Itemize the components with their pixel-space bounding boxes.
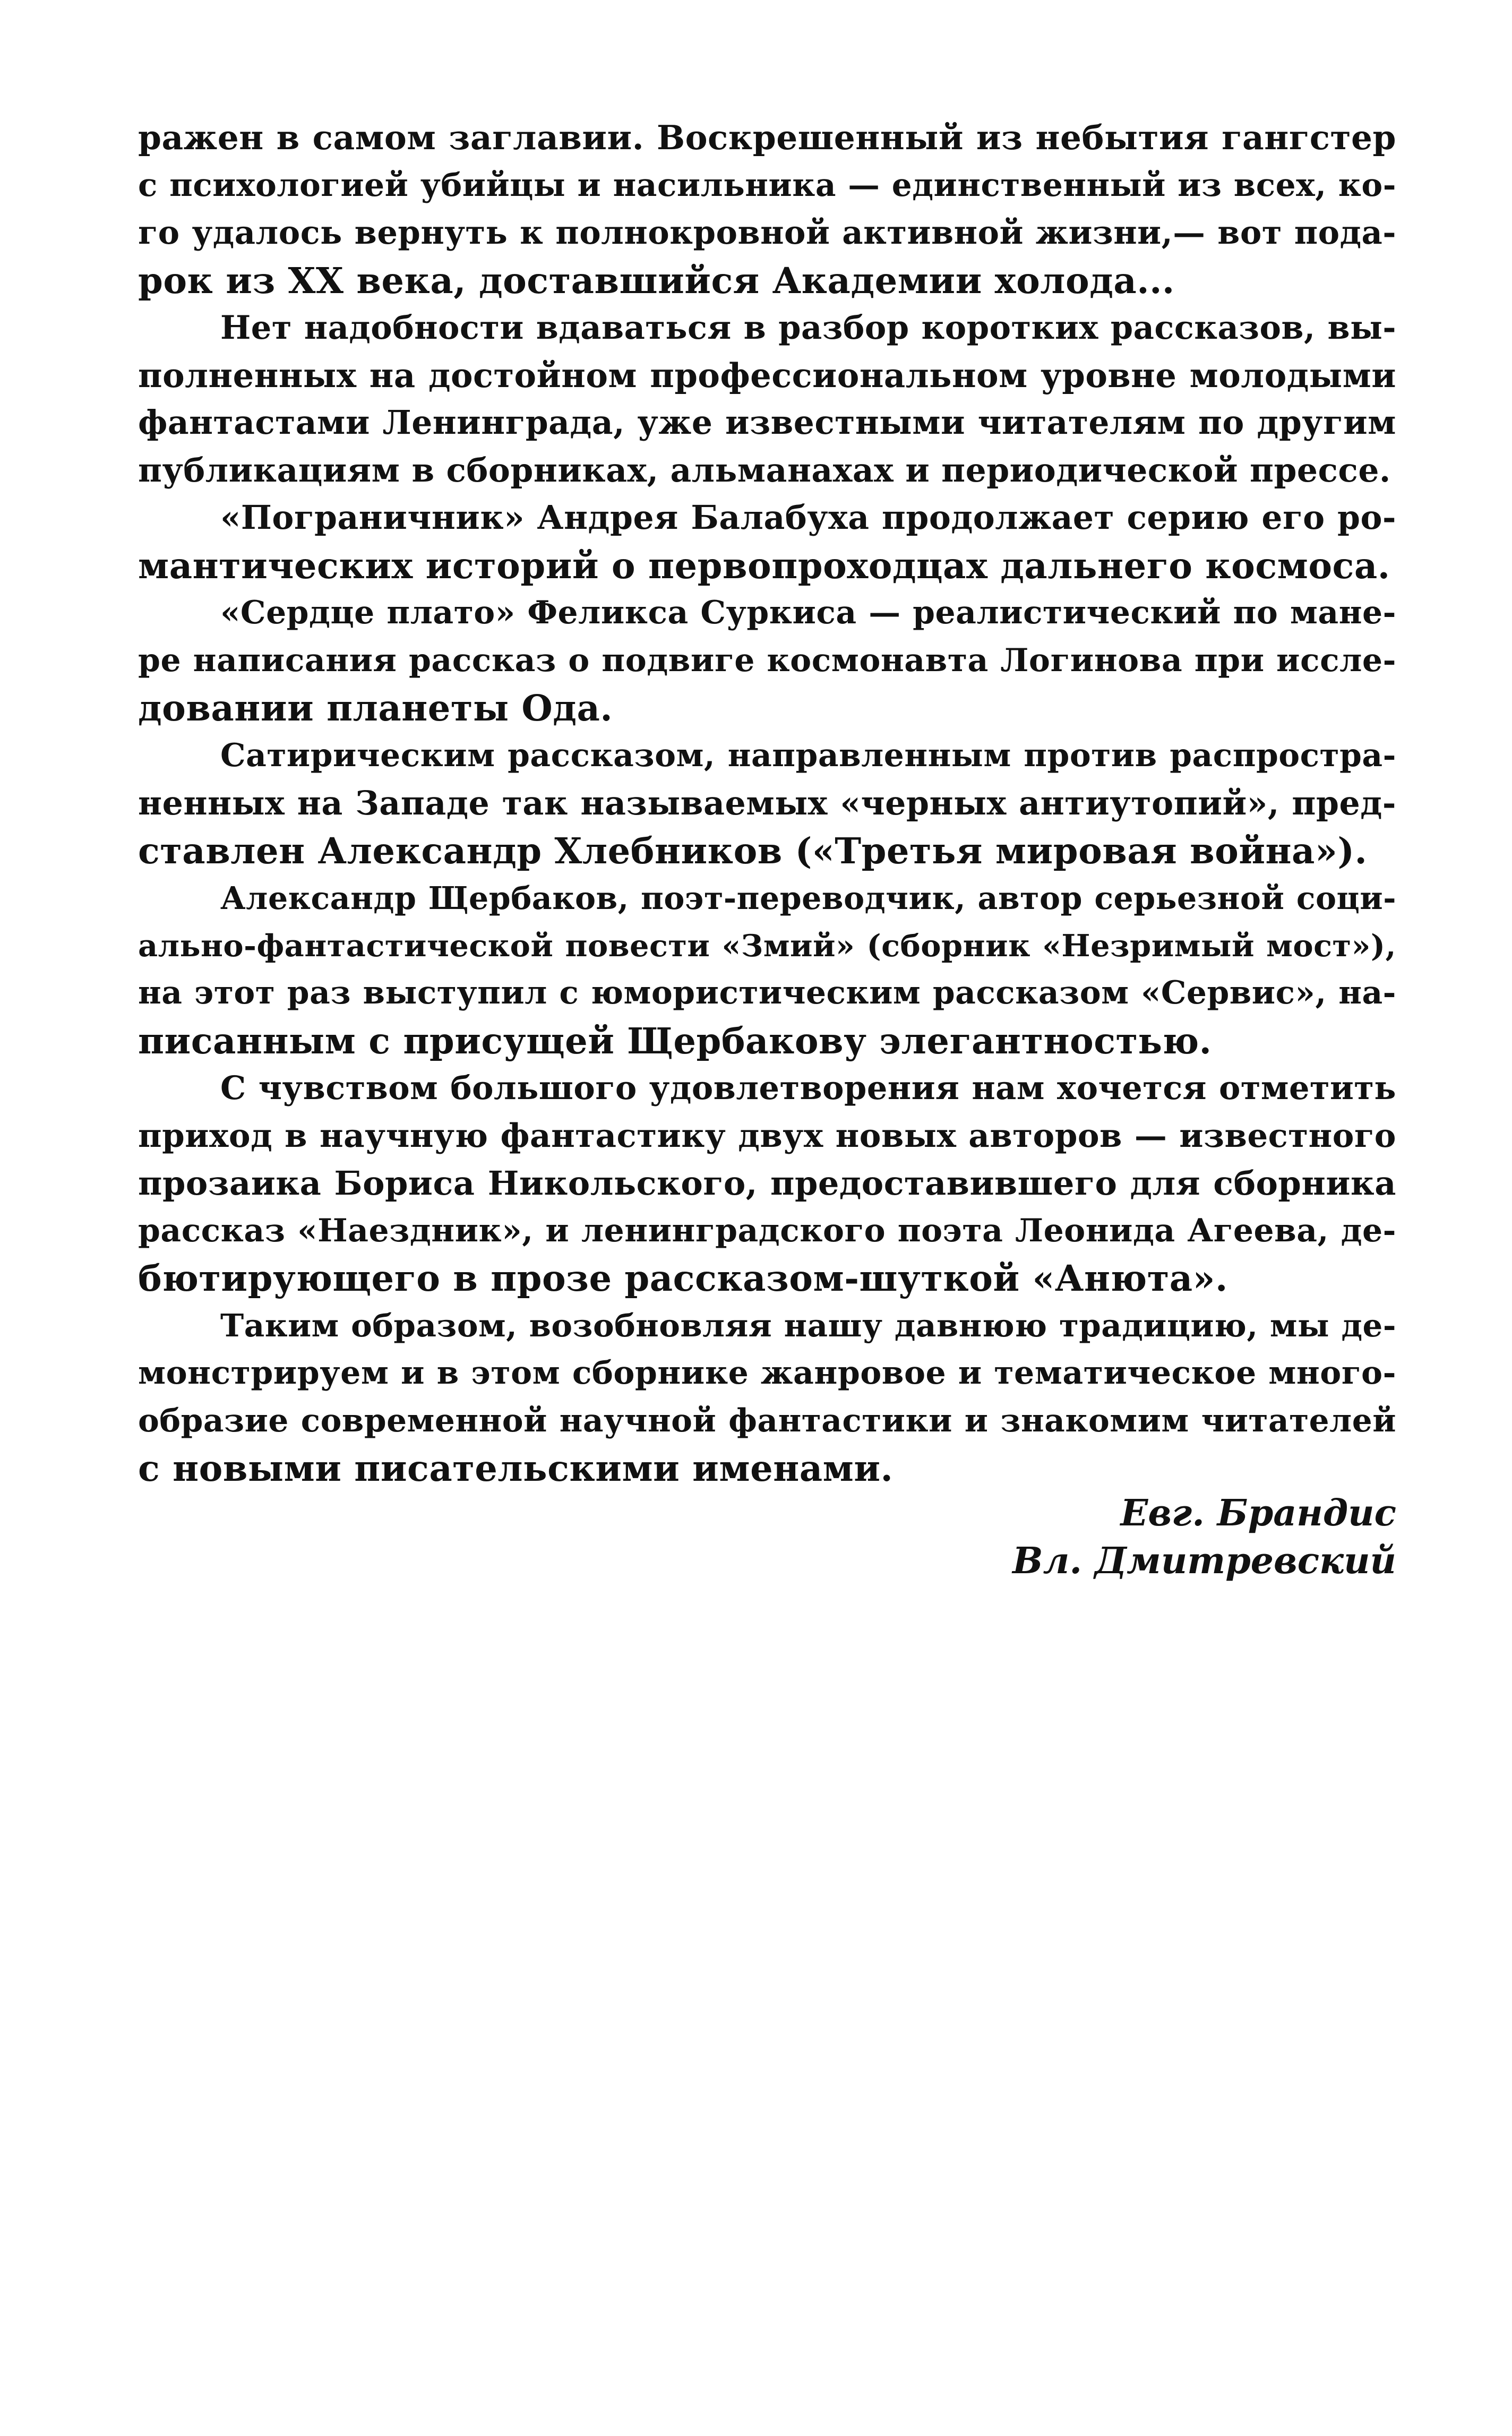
text-line: Нет надобности вдаваться в разбор коротких рассказов, вы- [220, 309, 1396, 347]
text-line: рок из XX века, доставшийся Академии холода... [138, 259, 1175, 302]
text-line: фантастами Ленинграда, уже известными читателям по другим [138, 404, 1396, 442]
text-line: ально-фантастической повести «Змий» (сборник «Незримый мост»), [138, 927, 1396, 964]
text-line: ре написания рассказ о подвиге космонавта Логинова при иссле- [138, 641, 1396, 679]
body-text [138, 114, 1396, 1493]
text-line: довании планеты Ода. [138, 687, 613, 729]
text-line: Александр Щербаков, поэт-переводчик, автор серьезной соци- [220, 880, 1396, 916]
text-line: публикациям в сборниках, альманахах и периодической прессе. [138, 451, 1391, 490]
text-line: прозаика Бориса Никольского, предоставившего для сборника [138, 1164, 1396, 1203]
text-line: ражен в самом заглавии. Воскрешенный из небытия гангстер [138, 118, 1396, 157]
text-line: «Сердце плато» Феликса Суркиса — реалистический по мане- [220, 594, 1396, 631]
author-name: Вл. Дмитревский [1012, 1540, 1396, 1582]
text-line: ставлен Александр Хлебников («Третья мировая война»). [138, 829, 1368, 872]
text-line: Таким образом, возобновляя нашу давнюю традицию, мы де- [220, 1307, 1396, 1344]
text-line: монстрируем и в этом сборнике жанровое и тематическое много- [138, 1354, 1396, 1392]
text-line: полненных на достойном профессиональном уровне молодыми [138, 356, 1396, 395]
text-line: «Пограничник» Андрея Балабуха продолжает серию его ро- [220, 499, 1396, 537]
text-line: бютирующего в прозе рассказом-шуткой «Анюта». [138, 1257, 1228, 1299]
text-line: мантических историй о первопроходцах дальнего космоса. [138, 544, 1390, 587]
text-line: го удалось вернуть к полнокровной активной жизни,— вот пода- [138, 214, 1396, 252]
text-line: ненных на Западе так называемых «черных антиутопий», пред- [138, 784, 1396, 822]
author-name: Евг. Брандис [1120, 1492, 1396, 1534]
text-line: приход в научную фантастику двух новых авторов — известного [138, 1117, 1396, 1155]
text-line: образие современной научной фантастики и знакомим читателей [138, 1402, 1396, 1439]
text-line: писанным с присущей Щербакову элегантностью. [138, 1019, 1212, 1062]
text-line: на этот раз выступил с юмористическим рассказом «Сервис», на- [138, 974, 1396, 1011]
text-line: С чувством большого удовлетворения нам хочется отметить [220, 1069, 1396, 1107]
text-line: рассказ «Наездник», и ленинградского поэта Леонида Агеева, де- [138, 1212, 1396, 1249]
text-line: с новыми писательскими именами. [138, 1447, 894, 1489]
text-line: с психологией убийцы и насильника — единственный из всех, ко- [138, 166, 1396, 204]
signature-block [1012, 1489, 1396, 1585]
text-line: Сатирическим рассказом, направленным против распростра- [220, 736, 1396, 774]
